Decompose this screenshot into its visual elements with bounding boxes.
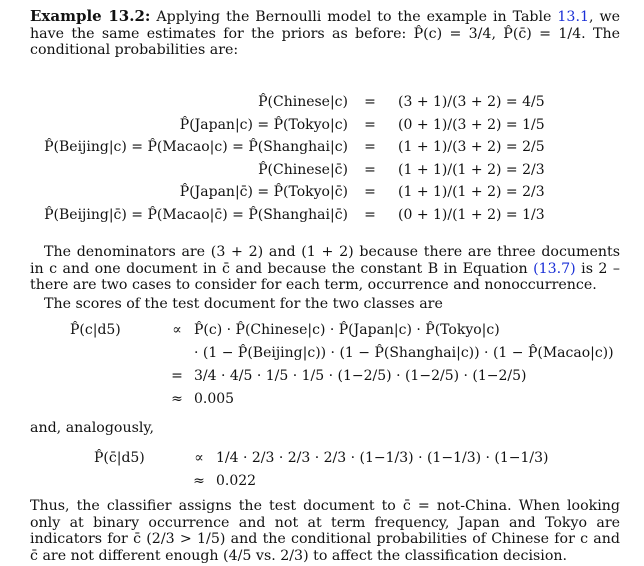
- equation-relation: =: [364, 116, 376, 133]
- equation-row: [30, 94, 620, 117]
- equation-row: [30, 184, 620, 207]
- equation-rhs: (0 + 1)/(1 + 2) = 1/3: [398, 206, 545, 223]
- score-row: [30, 368, 620, 391]
- conclusion-paragraph: [30, 498, 620, 564]
- equation-relation: =: [364, 94, 376, 110]
- score-row: [30, 391, 620, 414]
- score-row: [30, 322, 620, 345]
- example-label: Example 13.2:: [30, 7, 151, 25]
- score-rhs: 3/4 · 4/5 · 1/5 · 1/5 · (1−2/5) · (1−2/5) · (1−2/5): [194, 368, 527, 384]
- equation-relation: =: [364, 161, 376, 178]
- score-rhs: P̂(c) · P̂(Chinese|c) · P̂(Japan|c) · P̂(Tokyo|c): [194, 322, 500, 338]
- equation-rhs: (1 + 1)/(1 + 2) = 2/3: [398, 161, 545, 178]
- equation-relation: =: [364, 139, 376, 155]
- intro-text-a: Applying the Bernoulli model to the example in Table: [156, 9, 552, 25]
- equation-reference-link[interactable]: (13.7): [533, 260, 576, 277]
- equation-lhs: P̂(Chinese|c̄): [258, 161, 348, 178]
- score-relation: ≈: [193, 473, 205, 489]
- equation-lhs: P̂(Chinese|c): [258, 94, 348, 110]
- equation-rhs: (0 + 1)/(3 + 2) = 1/5: [398, 116, 545, 133]
- equation-rhs: (1 + 1)/(1 + 2) = 2/3: [398, 184, 545, 200]
- score-rhs: 0.005: [194, 391, 235, 407]
- equation-rhs: (1 + 1)/(3 + 2) = 2/5: [398, 139, 545, 155]
- equation-relation: =: [364, 206, 376, 223]
- score-rhs: 0.022: [216, 473, 257, 489]
- score-row: [30, 473, 620, 496]
- score-relation: =: [171, 368, 183, 384]
- score-lhs: P̂(c|d5): [70, 322, 121, 338]
- score-relation: ∝: [194, 450, 204, 466]
- equation-lhs: P̂(Japan|c̄) = P̂(Tokyo|c̄): [179, 184, 348, 200]
- equation-row: [30, 139, 620, 162]
- document-page: [30, 7, 621, 564]
- example-intro: [30, 8, 620, 59]
- score-relation: ≈: [171, 391, 183, 407]
- para2-text-b: is 2 – there are two cases to consider for each term, occurrence and nonoccurrence.: [30, 260, 620, 293]
- intro-text-b: , we have the same estimates for the priors as before: P̂(c) = 3/4, P̂(c̄) = 1/4. The conditional probabilities are:: [30, 9, 621, 58]
- para2-text-a: The denominators are (3 + 2) and (1 + 2) because there are three documents in c and one document in c̄ and because the constant B in Equation: [30, 244, 620, 277]
- table-reference-link[interactable]: 13.1: [557, 9, 589, 25]
- score-c-derivation: [30, 322, 620, 414]
- scores-intro: [44, 296, 620, 313]
- equation-row: [30, 117, 620, 140]
- scores-intro-text: The scores of the test document for the two classes are: [44, 296, 443, 312]
- score-relation: ∝: [172, 322, 182, 338]
- equation-lhs: P̂(Beijing|c̄) = P̂(Macao|c̄) = P̂(Shanghai|c̄): [44, 206, 348, 223]
- score-rhs: · (1 − P̂(Beijing|c)) · (1 − P̂(Shanghai|c)) · (1 − P̂(Macao|c)): [194, 345, 614, 361]
- score-row: [30, 450, 620, 473]
- score-row: [30, 345, 620, 368]
- denominators-paragraph: [30, 244, 620, 294]
- equation-lhs: P̂(Beijing|c) = P̂(Macao|c) = P̂(Shanghai|c): [44, 139, 348, 155]
- conclusion-text: Thus, the classifier assigns the test document to c̄ = not-China. When looking only at binary occurrence and not at term frequency, Japan and Tokyo are indicators for c̄ (2/3 > 1/5) and the conditional probabilities of Chinese for c and c̄ are not different enough (4/5 vs. 2/3) to affect the classification decision.: [30, 498, 620, 564]
- denominators-text: [30, 244, 620, 294]
- equation-relation: =: [364, 184, 376, 200]
- conditional-probabilities-equations: [30, 94, 620, 229]
- equation-rhs: (3 + 1)/(3 + 2) = 4/5: [398, 94, 545, 110]
- analogously-text: and, analogously,: [30, 420, 155, 436]
- score-lhs: P̂(c̄|d5): [94, 450, 145, 466]
- equation-row: [30, 162, 620, 185]
- score-rhs: 1/4 · 2/3 · 2/3 · 2/3 · (1−1/3) · (1−1/3) · (1−1/3): [216, 450, 549, 466]
- score-cbar-derivation: [30, 450, 620, 496]
- equation-lhs: P̂(Japan|c) = P̂(Tokyo|c): [179, 116, 348, 133]
- equation-row: [30, 207, 620, 230]
